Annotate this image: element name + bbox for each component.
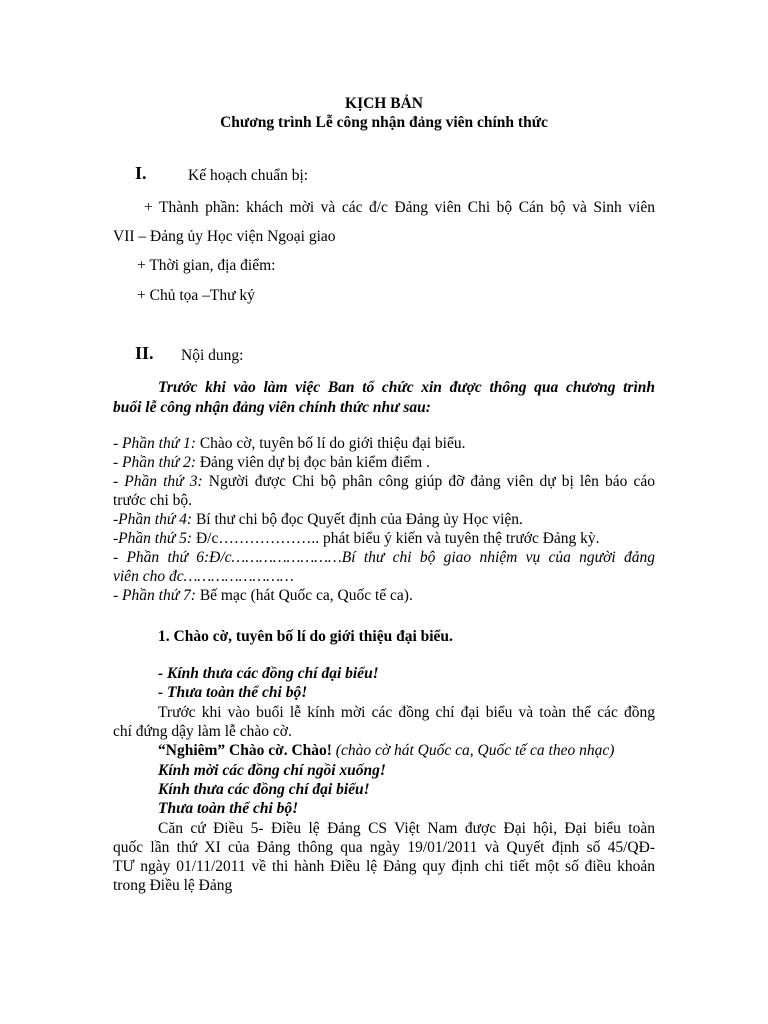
greeting-chapter: - Thưa toàn thể chi bộ! bbox=[158, 684, 308, 701]
part-item-6-cont: viên cho đc…………………… bbox=[113, 568, 294, 585]
invite-paragraph: Trước khi vào buổi lễ kính mời các đồng chí đại biểu và toàn thể các đồng bbox=[158, 704, 655, 721]
subsection-1-heading: 1. Chào cờ, tuyên bố lí do giới thiệu đại biểu. bbox=[158, 628, 453, 645]
section-1-item-1: + Thành phần: khách mời và các đ/c Đảng viên Chi bộ Cán bộ và Sinh viên bbox=[144, 199, 655, 216]
section-1-numeral: I. bbox=[135, 163, 147, 183]
document-subtitle: Chương trình Lễ công nhận đảng viên chính thức bbox=[220, 114, 548, 131]
section-2-intro: Trước khi vào làm việc Ban tổ chức xin được thông qua chương trình bbox=[158, 379, 655, 396]
section-2-intro-cont: buổi lễ công nhận đảng viên chính thức như sau: bbox=[113, 399, 431, 416]
greeting-chapter-2: Thưa toàn thể chi bộ! bbox=[158, 800, 299, 817]
part-item-3-cont: trước chi bộ. bbox=[113, 492, 193, 509]
part-item-7: - Phần thứ 7: Bế mạc (hát Quốc ca, Quốc tế ca). bbox=[113, 587, 413, 604]
greeting-delegates-2: Kính thưa các đồng chí đại biểu! bbox=[158, 781, 370, 798]
section-2-heading: Nội dung: bbox=[181, 347, 244, 364]
greeting-delegates: - Kính thưa các đồng chí đại biểu! bbox=[158, 665, 379, 682]
document-title: KỊCH BẢN bbox=[345, 95, 423, 112]
legal-basis-paragraph-3: TƯ ngày 01/11/2011 về thi hành Điều lệ Đảng quy định chi tiết một số điều khoản bbox=[113, 858, 655, 875]
legal-basis-paragraph-4: trong Điều lệ Đảng bbox=[113, 877, 233, 894]
invite-sit-down: Kính mời các đồng chí ngồi xuống! bbox=[158, 762, 386, 779]
section-1-item-3: + Chủ tọa –Thư ký bbox=[137, 287, 255, 304]
part-item-5: -Phần thứ 5: Đ/c……………….. phát biểu ý kiến và tuyên thệ trước Đảng kỳ. bbox=[113, 530, 600, 547]
invite-paragraph-cont: chí đứng dậy làm lễ chào cờ. bbox=[113, 723, 292, 740]
section-1-heading: Kế hoạch chuẩn bị: bbox=[188, 167, 309, 184]
section-2-numeral: II. bbox=[135, 343, 154, 363]
part-item-6: - Phần thứ 6:Đ/c……………………Bí thư chi bộ giao nhiệm vụ của người đảng bbox=[113, 549, 655, 566]
part-item-3: - Phần thứ 3: Người được Chi bộ phân công giúp đỡ đảng viên dự bị lên báo cáo bbox=[113, 473, 655, 490]
section-1-item-2: + Thời gian, địa điểm: bbox=[137, 257, 276, 274]
section-1-item-1-cont: VII – Đảng ủy Học viện Ngoại giao bbox=[113, 228, 336, 245]
flag-salute-line: “Nghiêm” Chào cờ. Chào! (chào cờ hát Quốc ca, Quốc tế ca theo nhạc) bbox=[158, 742, 615, 759]
legal-basis-paragraph-2: quốc lần thứ XI của Đảng thông qua ngày 19/01/2011 và Quyết định số 45/QĐ- bbox=[113, 839, 655, 856]
part-item-2: - Phần thứ 2: Đảng viên dự bị đọc bản kiểm điểm . bbox=[113, 454, 430, 471]
part-item-1: - Phần thứ 1: Chào cờ, tuyên bố lí do giới thiệu đại biểu. bbox=[113, 435, 466, 452]
legal-basis-paragraph: Căn cứ Điều 5- Điều lệ Đảng CS Việt Nam được Đại hội, Đại biểu toàn bbox=[158, 820, 655, 837]
part-item-4: -Phần thứ 4: Bí thư chi bộ đọc Quyết định của Đảng ủy Học viện. bbox=[113, 511, 523, 528]
